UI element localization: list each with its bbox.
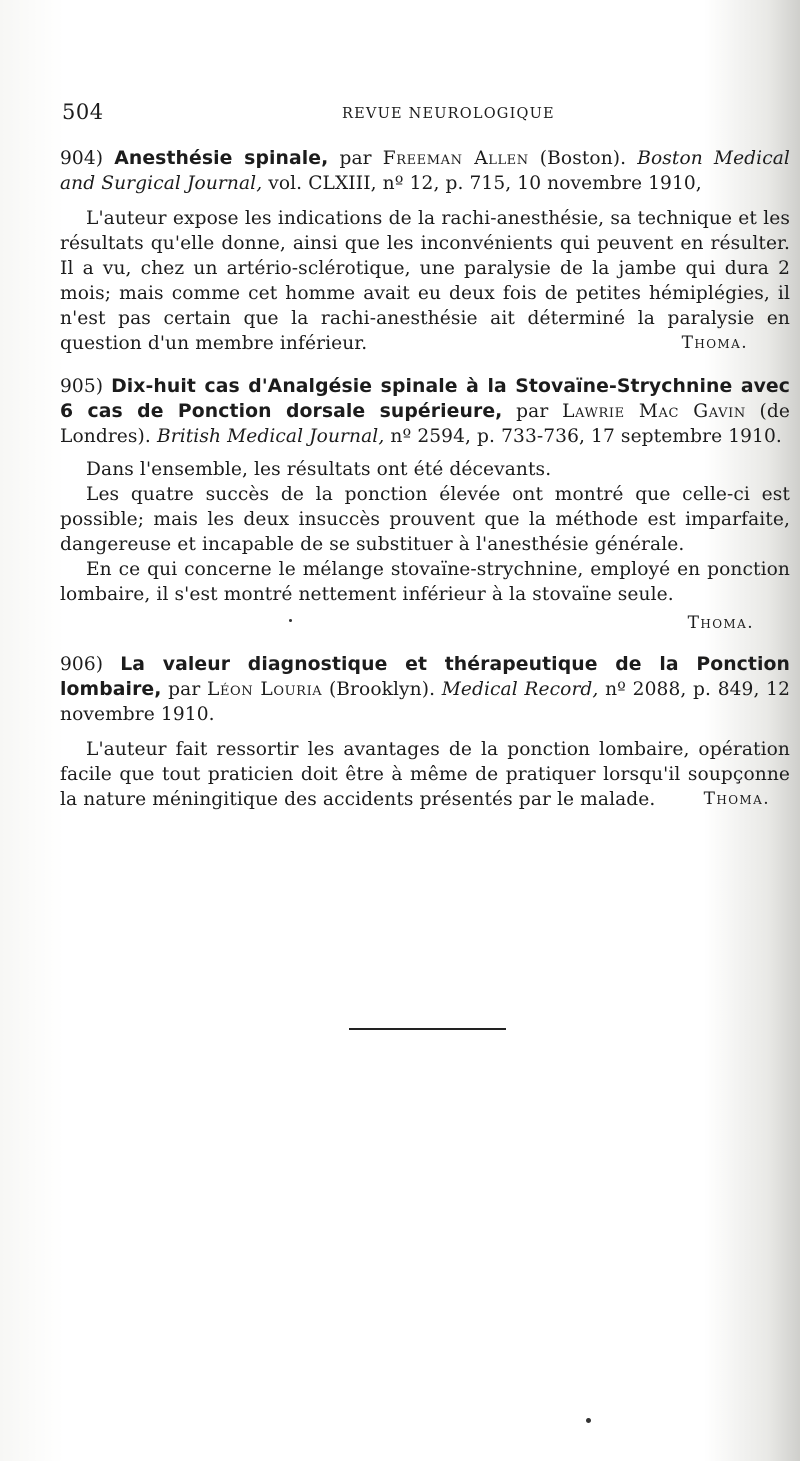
abstract-paragraph: Les quatre succès de la ponction élevée ont montré que celle-ci est possible; mais les deux insuccès prouvent que la méthode est imparfaite, dangereuse et incapable de se substituer à l'anesthésie générale. xyxy=(60,484,790,555)
article-heading xyxy=(60,146,790,196)
citation: nº 2088, p. 849, 12 novembre 1910. xyxy=(60,679,791,725)
article-title: Dix-huit cas d'Analgésie spinale à la Stovaïne-Strychnine avec 6 cas de Ponction dorsale supérieure, xyxy=(60,376,790,422)
abstract-paragraph: L'auteur expose les indications de la rachi-anesthésie, sa technique et les résultats qu'elle donne, ainsi que les inconvénients qui peuvent en résulter. Il a vu, chez un artério-sclérotique, une paralysie de la jambe qui dura 2 mois; mais comme cet homme avait eu deux fois de petites hémiplégies, il n'est pas certain que la rachi-anesthésie ait déterminé la paralysie en question d'un membre inférieur. xyxy=(60,208,790,354)
reviewer-signature: Thoma. xyxy=(687,613,754,633)
byline-text: par xyxy=(502,401,563,422)
abstract-paragraph: Dans l'ensemble, les résultats ont été décevants. xyxy=(86,459,552,480)
journal-name: British Medical Journal, xyxy=(156,426,385,447)
byline-text: (Brooklyn). xyxy=(322,679,442,700)
article-904 xyxy=(60,146,790,356)
journal-name: Boston Medical and Surgical Journal, xyxy=(60,148,790,194)
journal-name: Medical Record, xyxy=(441,679,599,700)
author-name: Freeman Allen xyxy=(382,148,529,169)
article-905 xyxy=(60,374,790,636)
author-name: Léon Louria xyxy=(207,679,323,700)
abstract-paragraph: L'auteur fait ressortir les avantages de la ponction lombaire, opération facile que tout praticien doit être à même de pratiquer lorsqu'il soupçonne la nature méningitique des accidents présentés par le malade. xyxy=(60,739,790,810)
byline-text: par xyxy=(161,679,207,700)
article-number: 905) xyxy=(60,376,104,397)
signature-row xyxy=(60,611,790,636)
article-title: La valeur diagnostique et thérapeutique de la Ponction lombaire, xyxy=(60,654,790,700)
page-number: 504 xyxy=(62,100,104,124)
abstract-paragraph: En ce qui concerne le mélange stovaïne-strychnine, employé en ponction lombaire, il s'est montré nettement inférieur à la stovaïne seule. xyxy=(60,559,790,605)
page-header xyxy=(60,96,790,126)
reviewer-signature: Thoma. xyxy=(703,789,770,809)
byline-text: (de Londres). xyxy=(60,401,790,447)
signature-row xyxy=(60,331,790,356)
byline-text: (Boston). xyxy=(528,148,638,169)
reviewer-signature: Thoma. xyxy=(681,333,748,353)
article-number: 904) xyxy=(60,148,104,169)
byline-text: par xyxy=(328,148,383,169)
running-title: REVUE NEUROLOGIQUE xyxy=(342,106,555,122)
author-name: Lawrie Mac Gavin xyxy=(562,401,746,422)
signature-row xyxy=(60,787,790,812)
article-906 xyxy=(60,652,790,812)
citation: vol. CLXIII, nº 12, p. 715, 10 novembre 1910, xyxy=(262,173,702,194)
citation: nº 2594, p. 733-736, 17 septembre 1910. xyxy=(384,426,782,447)
article-heading xyxy=(60,374,790,449)
ink-speck xyxy=(289,619,292,622)
section-end-rule xyxy=(349,1028,506,1030)
article-number: 906) xyxy=(60,654,104,675)
article-heading xyxy=(60,652,790,727)
article-title: Anesthésie spinale, xyxy=(114,148,329,169)
ink-speck xyxy=(586,1418,591,1423)
